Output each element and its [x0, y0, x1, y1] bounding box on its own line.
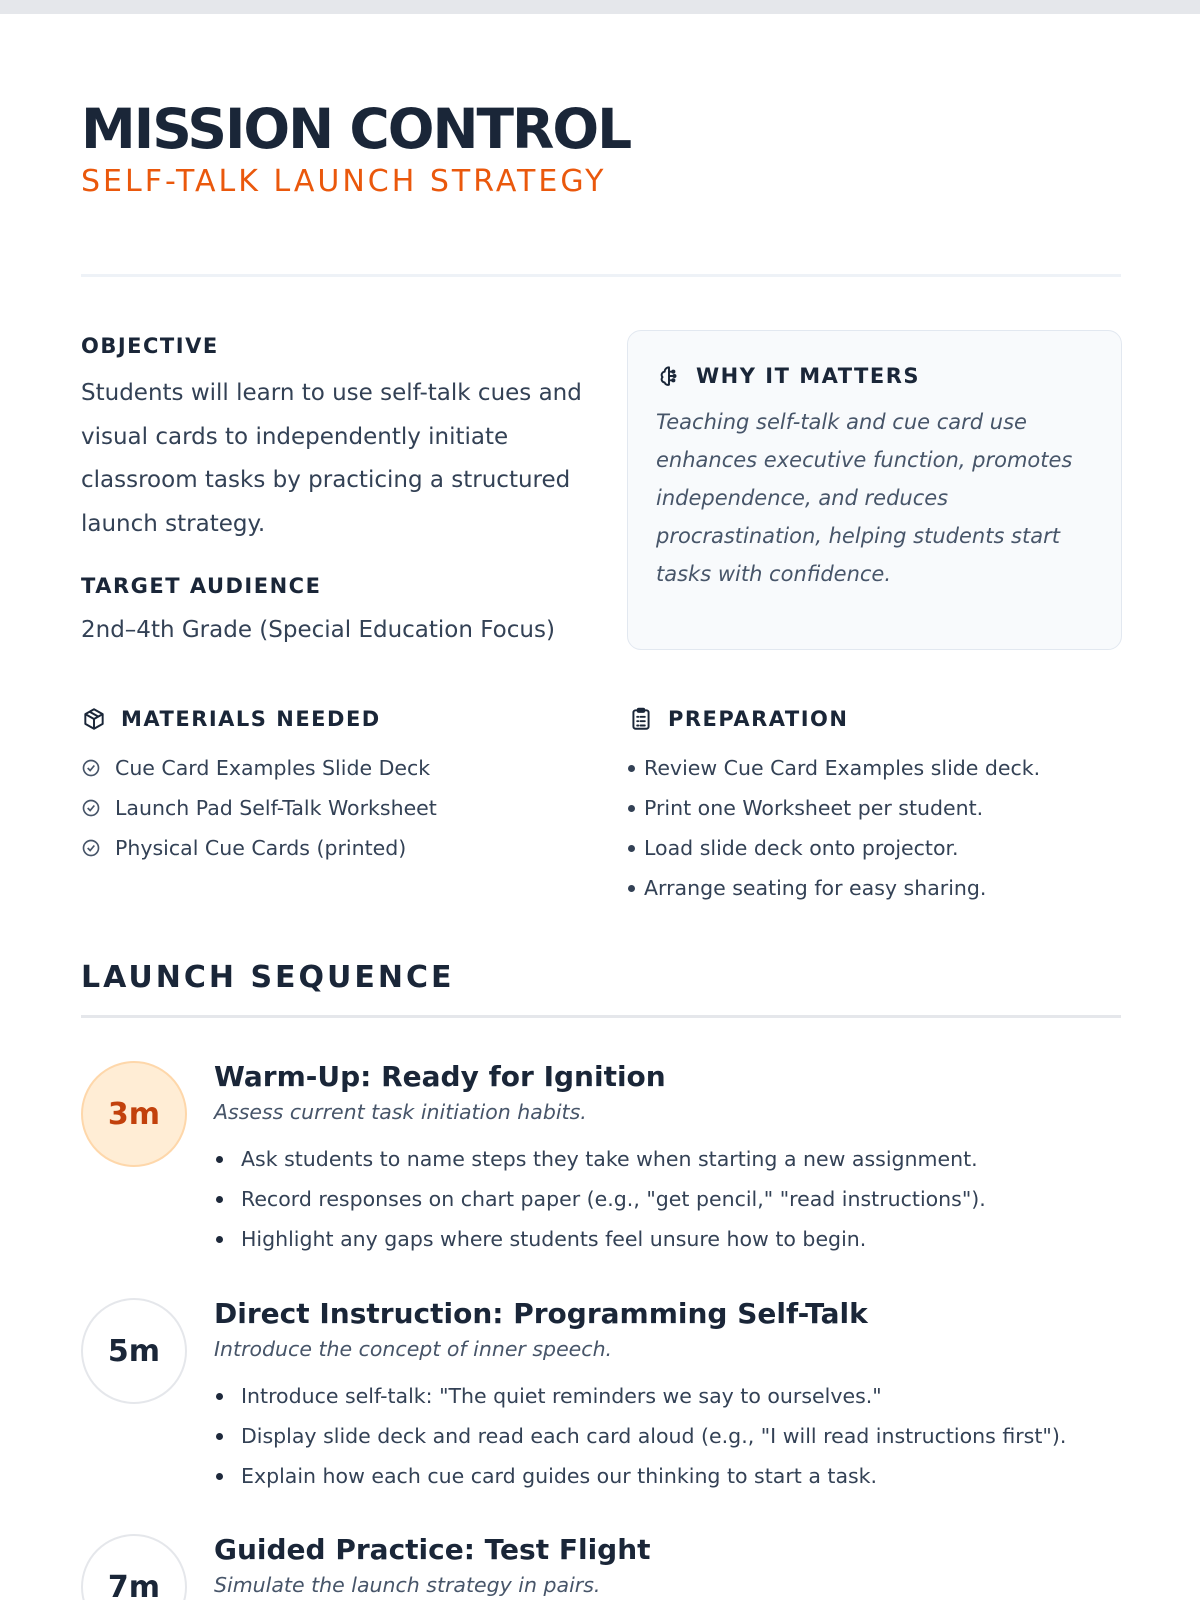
- bullet-dot: [216, 1156, 223, 1163]
- step-bullet-list: [214, 1376, 1066, 1496]
- step-bullet-text: Explain how each cue card guides our thinking to start a task.: [241, 1464, 878, 1488]
- check-circle-icon: [81, 838, 101, 858]
- bullet-dot: [216, 1473, 223, 1480]
- bullet-dot: [628, 765, 635, 772]
- bullet-dot: [216, 1433, 223, 1440]
- list-item: [81, 748, 437, 788]
- time-badge: 5m: [81, 1298, 187, 1404]
- materials-label: MATERIALS NEEDED: [121, 707, 381, 731]
- clipboard-icon: [628, 706, 654, 732]
- preparation-item-label: Review Cue Card Examples slide deck.: [644, 756, 1041, 780]
- brain-icon: [656, 363, 682, 389]
- step-bullet-list: [214, 1139, 986, 1259]
- objective-text: Students will learn to use self-talk cues and visual cards to independently initiate classroom tasks by practicing a structured launch strategy.: [81, 380, 582, 537]
- list-item: [214, 1456, 1066, 1496]
- time-badge: 7m: [81, 1534, 187, 1600]
- check-circle-icon: [81, 758, 101, 778]
- why-it-matters-header: [656, 363, 920, 389]
- step-title: Direct Instruction: Programming Self-Talk: [214, 1297, 868, 1330]
- header-divider: [81, 274, 1121, 277]
- step-subtitle: Simulate the launch strategy in pairs.: [214, 1573, 601, 1597]
- why-it-matters-label: WHY IT MATTERS: [696, 364, 920, 388]
- step-bullet-text: Display slide deck and read each card aloud (e.g., "I will read instructions first").: [241, 1424, 1067, 1448]
- materials-list: [81, 748, 437, 868]
- time-badge: 3m: [81, 1061, 187, 1167]
- bullet-dot: [216, 1196, 223, 1203]
- list-item: [214, 1376, 1066, 1416]
- bullet-dot: [216, 1393, 223, 1400]
- step-bullet-text: Record responses on chart paper (e.g., "get pencil," "read instructions").: [241, 1187, 986, 1211]
- step-title: Warm-Up: Ready for Ignition: [214, 1060, 666, 1093]
- list-item: [628, 868, 1040, 908]
- step-bullet-text: Ask students to name steps they take when starting a new assignment.: [241, 1147, 978, 1171]
- sequence-divider: [81, 1015, 1121, 1018]
- list-item: [214, 1416, 1066, 1456]
- materials-header: [81, 706, 381, 732]
- preparation-header: [628, 706, 848, 732]
- bullet-dot: [628, 845, 635, 852]
- bullet-dot: [628, 805, 635, 812]
- cube-icon: [81, 706, 107, 732]
- step-subtitle: Introduce the concept of inner speech.: [214, 1337, 613, 1361]
- audience-text: 2nd–4th Grade (Special Education Focus): [81, 617, 555, 643]
- why-it-matters-card: [627, 330, 1122, 650]
- list-item: [81, 828, 437, 868]
- list-item: [628, 748, 1040, 788]
- why-it-matters-text: Teaching self-talk and cue card use enhances executive function, promotes independence, and reduces procrastination, helping students start tasks with confidence.: [656, 410, 1073, 586]
- step-bullet-text: Introduce self-talk: "The quiet reminders we say to ourselves.": [241, 1384, 882, 1408]
- preparation-item-label: Arrange seating for easy sharing.: [644, 876, 987, 900]
- list-item: [81, 788, 437, 828]
- step-bullet-text: Highlight any gaps where students feel unsure how to begin.: [241, 1227, 867, 1251]
- launch-sequence-title: LAUNCH SEQUENCE: [81, 960, 455, 995]
- top-bar: [0, 0, 1200, 14]
- preparation-label: PREPARATION: [668, 707, 849, 731]
- step-title: Guided Practice: Test Flight: [214, 1533, 651, 1566]
- material-item-label: Launch Pad Self-Talk Worksheet: [115, 796, 437, 820]
- list-item: [628, 788, 1040, 828]
- objective-label: OBJECTIVE: [81, 334, 219, 358]
- bullet-dot: [628, 885, 635, 892]
- list-item: [214, 1219, 986, 1259]
- material-item-label: Cue Card Examples Slide Deck: [115, 756, 431, 780]
- material-item-label: Physical Cue Cards (printed): [115, 836, 407, 860]
- page-subtitle: SELF-TALK LAUNCH STRATEGY: [81, 164, 607, 199]
- preparation-list: [628, 748, 1040, 908]
- preparation-item-label: Print one Worksheet per student.: [644, 796, 984, 820]
- list-item: [214, 1179, 986, 1219]
- step-subtitle: Assess current task initiation habits.: [214, 1100, 587, 1124]
- audience-label: TARGET AUDIENCE: [81, 574, 322, 598]
- list-item: [214, 1139, 986, 1179]
- page-title: MISSION CONTROL: [81, 97, 631, 161]
- check-circle-icon: [81, 798, 101, 818]
- list-item: [628, 828, 1040, 868]
- preparation-item-label: Load slide deck onto projector.: [644, 836, 959, 860]
- bullet-dot: [216, 1236, 223, 1243]
